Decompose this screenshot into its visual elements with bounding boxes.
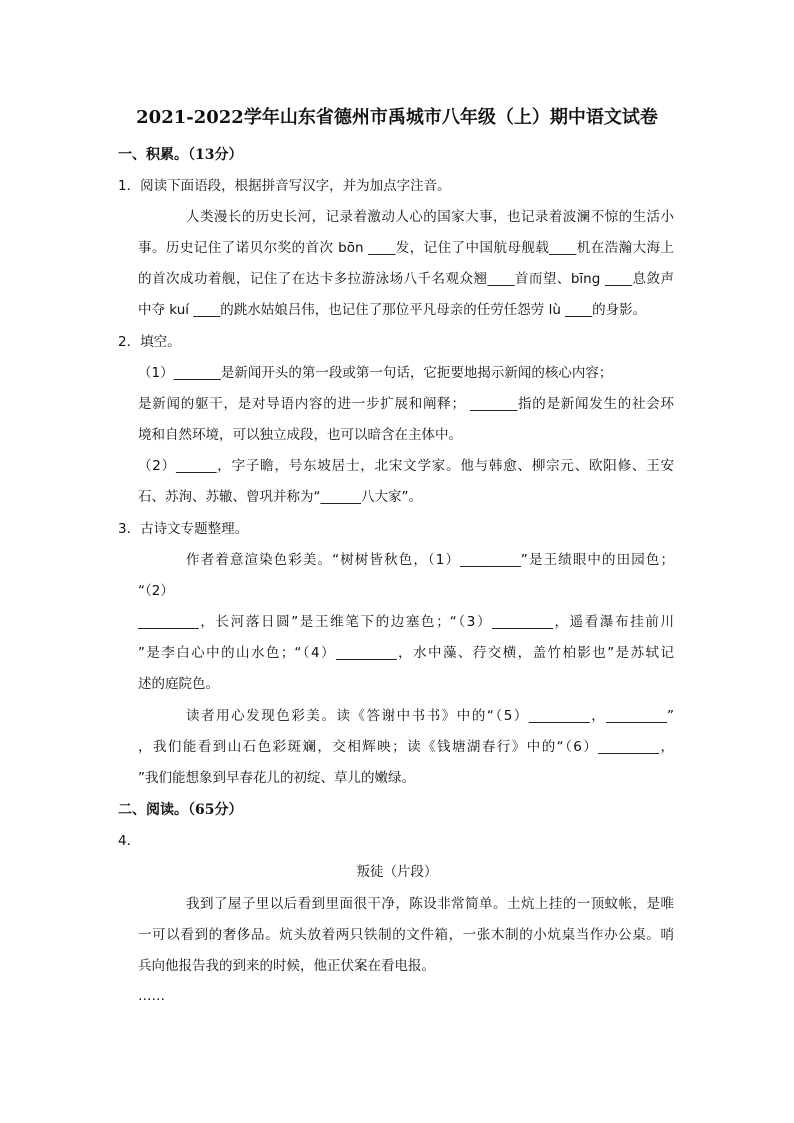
question-3-line: ，我们能看到山石色彩斑斓，交相辉映；读《钱塘湖春行》中的“（6）_________， — [138, 739, 674, 755]
section-1-heading: 一、积累。（13分） — [118, 147, 243, 163]
passage-title: 叛徒（片段） — [356, 864, 438, 880]
section-2-heading: 二、阅读。（65分） — [118, 802, 243, 818]
passage-line: 一可以看到的奢侈品。炕头放着两只铁制的文件箱，一张木制的小炕桌当作办公桌。哨 — [138, 927, 674, 943]
question-1-line: 的首次成功着舰，记住了在达卡多拉游泳场八千名观众翘____首而望、bīng ____息敛声 — [138, 271, 674, 287]
question-2-line: 石、苏洵、苏辙、曾巩并称为“______八大家”。 — [138, 489, 422, 505]
question-4-number: 4． — [118, 833, 141, 849]
question-2-line: （1）_______是新闻开头的第一段或第一句话，它扼要地揭示新闻的核心内容； — [138, 365, 613, 381]
question-1-prompt: 1．阅读下面语段，根据拼音写汉字，并为加点字注音。 — [118, 178, 451, 194]
question-3-line: 读者用心发现色彩美。读《答谢中书书》中的“（5）_________，_________” — [186, 708, 674, 724]
question-2-prompt: 2．填空。 — [118, 334, 181, 350]
question-2-line: 是新闻的躯干，是对导语内容的进一步扩展和阐释； _______指的是新闻发生的社会环 — [138, 396, 674, 412]
question-1-line: 中夺 kuí ____的跳水姑娘吕伟，也记住了那位平凡母亲的任劳任怨劳 lù ____的身影。 — [138, 302, 647, 318]
question-3-line: 述的庭院色。 — [138, 676, 219, 692]
question-2-line: 境和自然环境，可以独立成段，也可以暗含在主体中。 — [138, 427, 462, 443]
passage-line: 我到了屋子里以后看到里面很干净，陈设非常简单。土炕上挂的一顶蚊帐，是唯 — [186, 896, 674, 912]
question-3-prompt: 3．古诗文专题整理。 — [118, 521, 249, 537]
question-3-line: ”是李白心中的山水色；“（4）_________，水中藻、荇交横，盖竹柏影也”是苏轼记 — [138, 645, 674, 661]
question-3-line: ”我们能想象到早春花儿的初绽、草儿的嫩绿。 — [138, 770, 415, 786]
exam-title: 2021-2022学年山东省德州市禹城市八年级（上）期中语文试卷 — [136, 107, 658, 128]
question-2-line: （2）______，字子瞻，号东坡居士，北宋文学家。他与韩愈、柳宗元、欧阳修、王安 — [138, 458, 674, 474]
passage-ellipsis: …… — [138, 988, 165, 1004]
question-1-line: 事。历史记住了诺贝尔奖的首次 bōn ____发，记住了中国航母舰载____机在浩瀚大海上 — [138, 240, 674, 256]
question-3-line: “（2） — [138, 583, 174, 599]
question-1-line: 人类漫长的历史长河，记录着激动人心的国家大事，也记录着波澜不惊的生活小 — [186, 209, 674, 225]
passage-line: 兵向他报告我的到来的时候，他正伏案在看电报。 — [138, 958, 435, 974]
question-3-line: 作者着意渲染色彩美。“树树皆秋色，（1）_________”是王绩眼中的田园色； — [186, 552, 674, 568]
question-3-line: _________，长河落日圆”是王维笔下的边塞色；“（3）_________，遥看瀑布挂前川 — [138, 614, 674, 630]
